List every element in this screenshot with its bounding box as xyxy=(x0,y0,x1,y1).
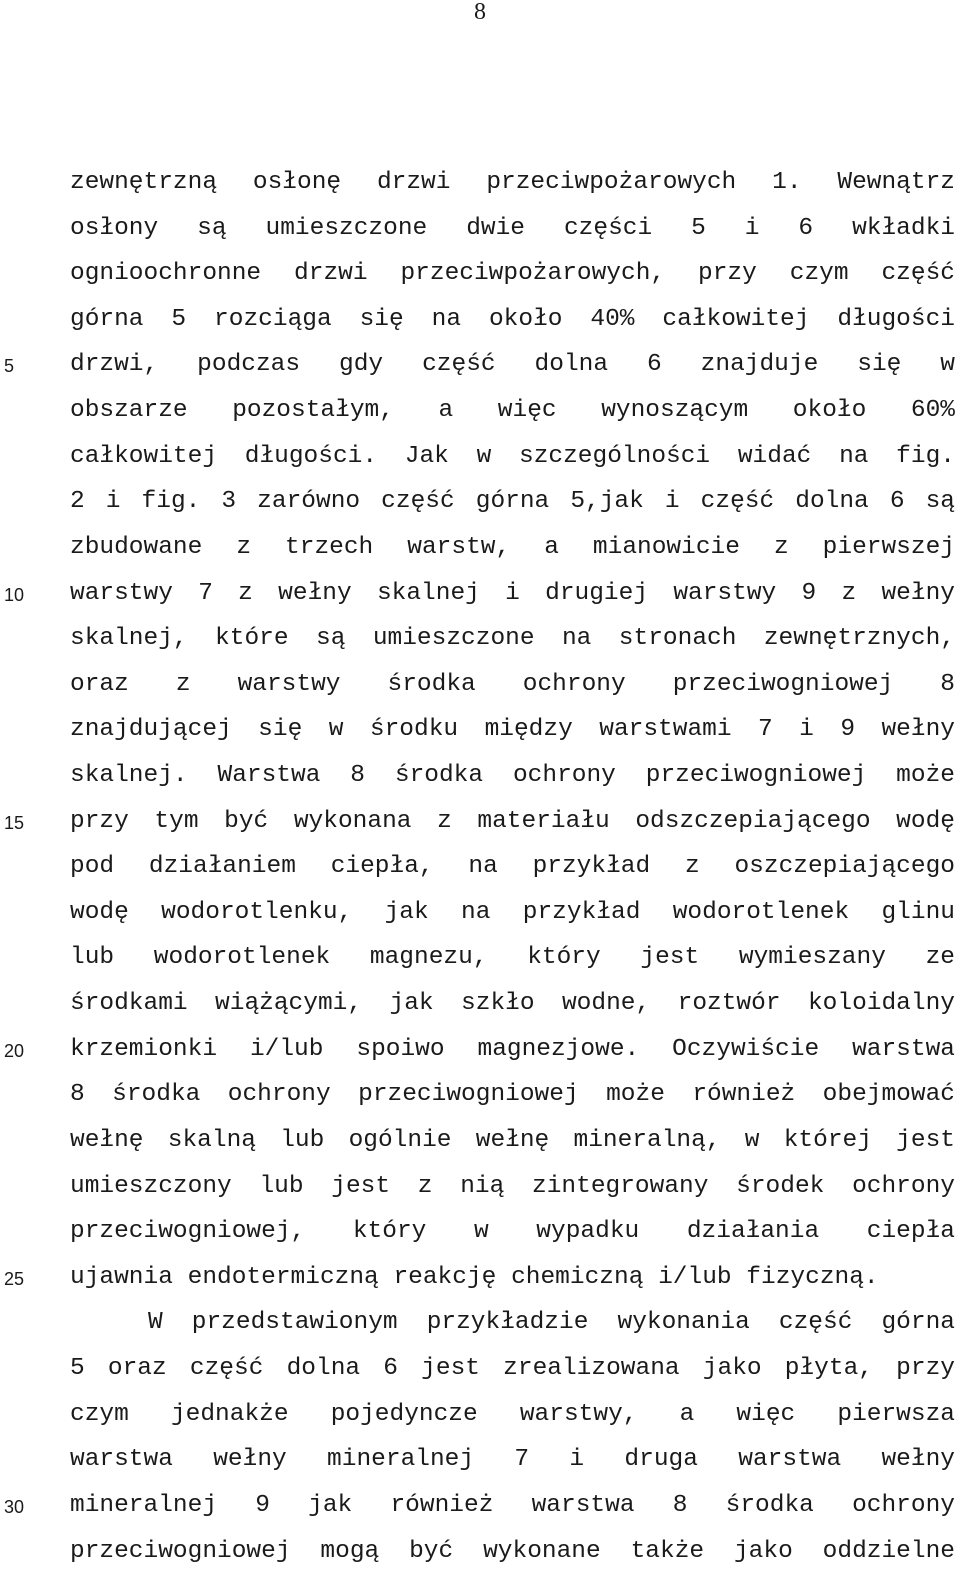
text-line: całkowitej długości. Jak w szczególności widać na fig. xyxy=(70,443,955,470)
line-number-25: 25 xyxy=(4,1269,25,1289)
text-line: 2 i fig. 3 zarówno część górna 5,jak i część dolna 6 są xyxy=(70,488,955,515)
line-number-30: 30 xyxy=(4,1497,25,1517)
text-line: ujawnia endotermiczną reakcję chemiczną i/lub fizyczną. xyxy=(70,1264,879,1291)
text-line: ognioochronne drzwi przeciwpożarowych, przy czym część xyxy=(70,260,955,287)
line-number-5: 5 xyxy=(4,356,15,376)
text-line: znajdującej się w środku między warstwami 7 i 9 wełny xyxy=(70,716,955,743)
text-line: zewnętrzną osłonę drzwi przeciwpożarowych 1. Wewnątrz xyxy=(70,169,955,196)
text-line: lub wodorotlenek magnezu, który jest wymieszany ze xyxy=(70,944,955,971)
text-line: osłony są umieszczone dwie części 5 i 6 wkładki xyxy=(70,215,955,242)
text-line: krzemionki i/lub spoiwo magnezjowe. Oczywiście warstwa xyxy=(70,1036,955,1063)
text-line: skalnej. Warstwa 8 środka ochrony przeciwogniowej może xyxy=(70,762,955,789)
text-line: przeciwogniowej mogą być wykonane także jako oddzielne xyxy=(70,1538,955,1565)
text-line: zbudowane z trzech warstw, a mianowicie z pierwszej xyxy=(70,534,955,561)
text-line: obszarze pozostałym, a więc wynoszącym około 60% xyxy=(70,397,955,424)
line-number-20: 20 xyxy=(4,1041,25,1061)
text-line: wodę wodorotlenku, jak na przykład wodorotlenek glinu xyxy=(70,899,955,926)
text-line: 5 oraz część dolna 6 jest zrealizowana jako płyta, przy xyxy=(70,1355,955,1382)
text-line: drzwi, podczas gdy część dolna 6 znajduje się w xyxy=(70,351,955,378)
text-line: górna 5 rozciąga się na około 40% całkowitej długości xyxy=(70,306,955,333)
line-number-15: 15 xyxy=(4,813,25,833)
text-line: pod działaniem ciepła, na przykład z oszczepiającego xyxy=(70,853,955,880)
text-line: 8 środka ochrony przeciwogniowej może również obejmować xyxy=(70,1081,955,1108)
text-line: warstwy 7 z wełny skalnej i drugiej warstwy 9 z wełny xyxy=(70,580,955,607)
text-line: umieszczony lub jest z nią zintegrowany środek ochrony xyxy=(70,1173,955,1200)
text-line: środkami wiążącymi, jak szkło wodne, roztwór koloidalny xyxy=(70,990,955,1017)
text-line: oraz z warstwy środka ochrony przeciwogniowej 8 xyxy=(70,671,955,698)
text-line: warstwa wełny mineralnej 7 i druga warstwa wełny xyxy=(70,1446,955,1473)
text-line: czym jednakże pojedyncze warstwy, a więc pierwsza xyxy=(70,1401,955,1428)
text-line: przeciwogniowej, który w wypadku działania ciepła xyxy=(70,1218,955,1245)
text-line: skalnej, które są umieszczone na stronach zewnętrznych, xyxy=(70,625,955,652)
text-line: wełnę skalną lub ogólnie wełnę mineralną, w której jest xyxy=(70,1127,955,1154)
line-number-10: 10 xyxy=(4,585,25,605)
text-line: przy tym być wykonana z materiału odszczepiającego wodę xyxy=(70,808,955,835)
text-line: W przedstawionym przykładzie wykonania część górna xyxy=(148,1309,955,1336)
text-line: mineralnej 9 jak również warstwa 8 środka ochrony xyxy=(70,1492,955,1519)
page-number: 8 xyxy=(474,0,486,25)
